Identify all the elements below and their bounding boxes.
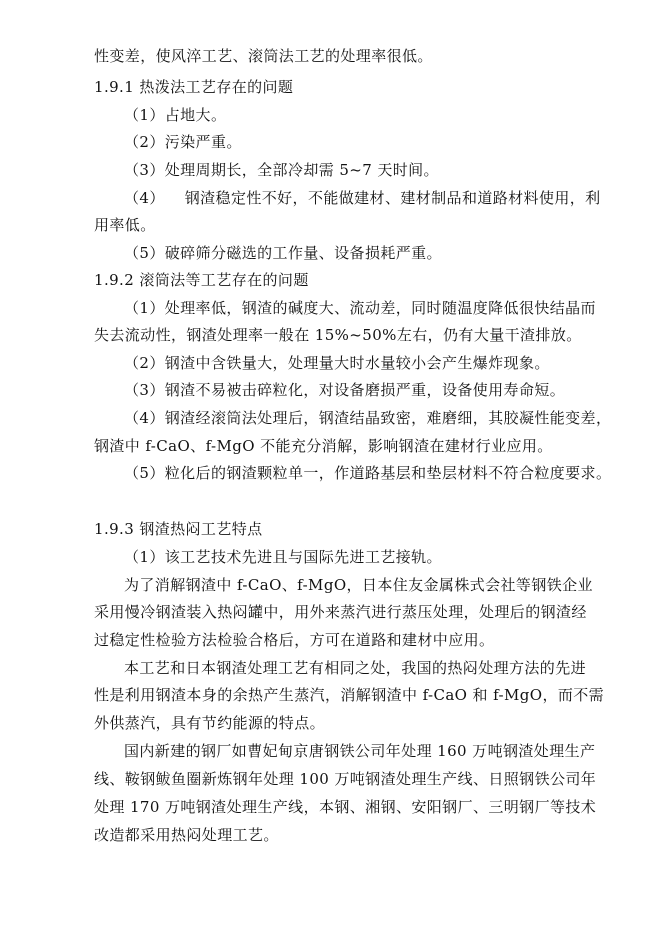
paragraph-line: 外供蒸汽，具有节约能源的特点。 <box>94 714 326 732</box>
list-item: （5）破碎筛分磁选的工作量、设备损耗严重。 <box>124 244 442 262</box>
list-item: （4）钢渣经滚筒法处理后，钢渣结晶致密，难磨细，其胶凝性能变差， <box>124 409 612 427</box>
paragraph-line: 改造都采用热闷处理工艺。 <box>94 826 279 844</box>
text-line: 失去流动性，钢渣处理率一般在 15%~50%左右，仍有大量干渣排放。 <box>94 326 582 344</box>
list-item-text: 钢渣稳定性不好，不能做建材、建材制品和道路材料使用，利 <box>184 189 601 207</box>
list-item <box>0 188 662 208</box>
text-line: 钢渣中 f-CaO、f-MgO 不能充分消解，影响钢渣在建材行业应用。 <box>94 437 553 455</box>
section-heading-1-9-3: 1.9.3 钢渣热闷工艺特点 <box>94 520 263 538</box>
paragraph-line: 国内新建的钢厂如曹妃甸京唐钢铁公司年处理 160 万吨钢渣处理生产 <box>124 742 596 760</box>
list-item: （3）处理周期长，全部冷却需 5~7 天时间。 <box>124 161 439 179</box>
paragraph-line: 为了消解钢渣中 f-CaO、f-MgO，日本住友金属株式会社等钢铁企业 <box>124 576 593 594</box>
list-item: （5）粒化后的钢渣颗粒单一，作道路基层和垫层材料不符合粒度要求。 <box>124 464 612 482</box>
list-item: （1）占地大。 <box>124 106 227 124</box>
list-item: （1）该工艺技术先进且与国际先进工艺接轨。 <box>124 548 442 566</box>
paragraph-line: 线、鞍钢鲅鱼圈新炼钢年处理 100 万吨钢渣处理生产线、日照钢铁公司年 <box>94 770 597 788</box>
section-heading-1-9-2: 1.9.2 滚筒法等工艺存在的问题 <box>94 271 309 289</box>
paragraph-line: 处理 170 万吨钢渣处理生产线，本钢、湘钢、安阳钢厂、三明钢厂等技术 <box>94 798 597 816</box>
list-item: （3）钢渣不易被击碎粒化，对设备磨损严重，设备使用寿命短。 <box>124 381 566 399</box>
list-item: （2）钢渣中含铁量大，处理量大时水量较小会产生爆炸现象。 <box>124 354 550 372</box>
text-line: 性变差，使风淬工艺、滚筒法工艺的处理率很低。 <box>94 47 433 65</box>
list-marker: （4） <box>124 189 165 207</box>
paragraph-line: 过稳定性检验方法检验合格后，方可在道路和建材中应用。 <box>94 631 495 649</box>
section-heading-1-9-1: 1.9.1 热泼法工艺存在的问题 <box>94 78 294 96</box>
list-item: （1）处理率低，钢渣的碱度大、流动差，同时随温度降低很快结晶而 <box>124 299 596 317</box>
paragraph-line: 性是利用钢渣本身的余热产生蒸汽，消解钢渣中 f-CaO 和 f-MgO，而不需 <box>94 686 605 704</box>
text-line: 用率低。 <box>94 216 156 234</box>
list-item: （2）污染严重。 <box>124 133 242 151</box>
paragraph-line: 采用慢冷钢渣装入热闷罐中，用外来蒸汽进行蒸压处理，处理后的钢渣经 <box>94 603 587 621</box>
paragraph-line: 本工艺和日本钢渣处理工艺有相同之处，我国的热闷处理方法的先进 <box>124 659 587 677</box>
